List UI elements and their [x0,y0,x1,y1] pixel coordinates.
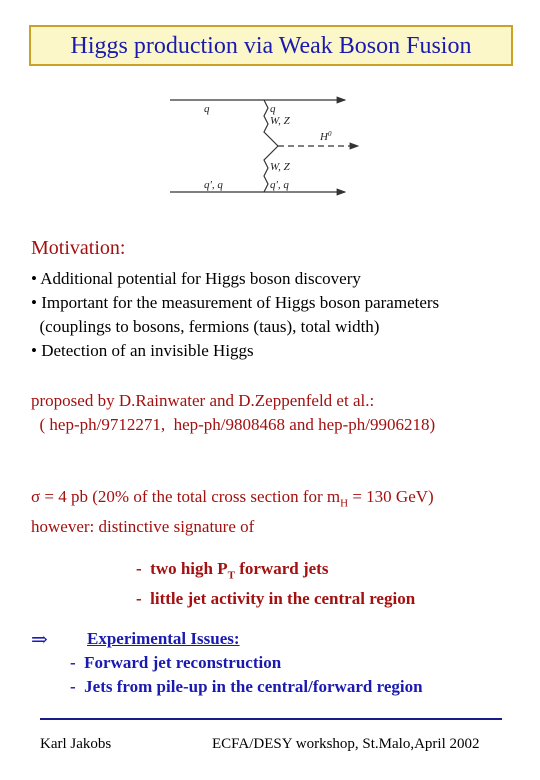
cross-section [31,485,434,539]
motivation-item: (couplings to bosons, fermions (taus), total width) [31,317,380,336]
bottom-out-label: q', q [270,179,289,191]
proposed-by [31,389,435,437]
cross-section-line: σ = 4 pb (20% of the total cross section for $m_H = 130$ GeV) [31,487,434,510]
signature-item: - little jet activity in the central region [136,589,416,609]
title-box [29,25,513,66]
references-line: ( hep-ph/9712271, hep-ph/9808468 and hep-ph/9906218) [31,415,436,434]
proposed-line: proposed by D.Rainwater and D.Zeppenfeld et al.: [31,391,375,410]
issue-item: - Jets from pile-up in the central/forward region [70,677,423,696]
top-in-label: q [204,103,210,115]
higgs-label: $H^0$ [320,130,332,143]
issues-heading: Experimental Issues: [87,629,240,648]
motivation-item: • Additional potential for Higgs boson discovery [31,269,361,288]
issue-item: - Forward jet reconstruction [70,653,282,672]
signature-item: - two high $P_T$ forward jets [136,559,329,582]
top-boson-label: W, Z [270,115,290,127]
bottom-boson-label: W, Z [270,161,290,173]
implies-arrow-icon: ⇒ [31,629,48,651]
sigma-symbol: σ [31,487,41,506]
bottom-in-label: q', q [204,179,223,191]
feynman-diagram [160,88,370,200]
motivation-item: • Important for the measurement of Higgs boson parameters [31,293,440,312]
signature-list [136,557,415,611]
motivation-list [31,267,439,363]
top-out-label: q [270,103,276,115]
issues-list [70,651,423,699]
footer-divider [40,718,502,720]
footer-author: Karl Jakobs [40,736,112,752]
footer-event: ECFA/DESY workshop, St.Malo,April 2002 [212,736,480,752]
page-title: Higgs production via Weak Boson Fusion [70,33,472,59]
signature-intro: however: distinctive signature of [31,517,255,537]
motivation-item: • Detection of an invisible Higgs [31,341,254,360]
motivation-heading: Motivation: [31,237,126,259]
